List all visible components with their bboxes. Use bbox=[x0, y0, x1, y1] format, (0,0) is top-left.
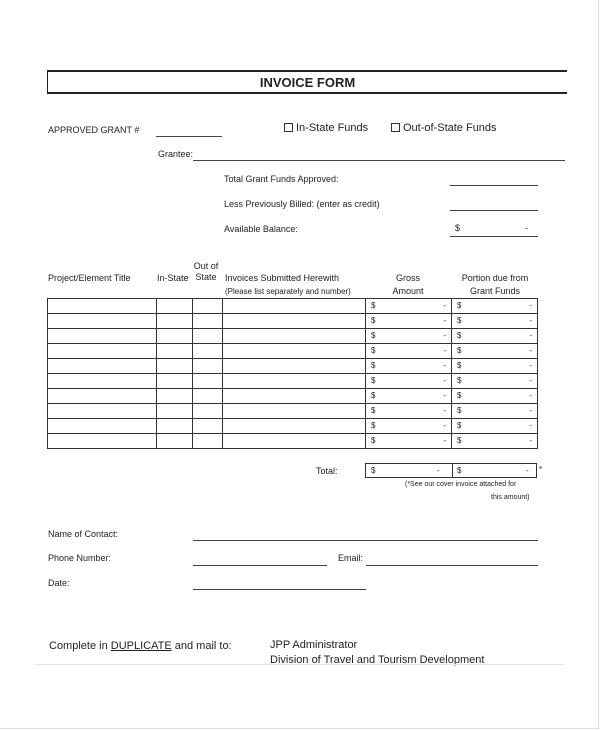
recipient-line2: Division of Travel and Tourism Development bbox=[270, 654, 485, 666]
portion-currency: $ bbox=[457, 421, 462, 430]
gross-currency: $ bbox=[371, 406, 376, 415]
portion-currency: $ bbox=[457, 301, 462, 310]
in-state-cell[interactable] bbox=[157, 374, 193, 389]
in-state-funds-label: In-State Funds bbox=[296, 122, 369, 134]
total-portion-currency: $ bbox=[457, 466, 462, 475]
table-row bbox=[48, 419, 538, 434]
table-row bbox=[48, 359, 538, 374]
table-row bbox=[48, 299, 538, 314]
total-approved-field[interactable] bbox=[450, 185, 538, 186]
header-portion-line2: Grant Funds bbox=[469, 286, 521, 296]
gross-currency: $ bbox=[371, 391, 376, 400]
header-gross-line2: Amount bbox=[392, 286, 424, 296]
invoice-table bbox=[47, 298, 538, 449]
gross-amount: - bbox=[443, 361, 446, 370]
contact-field[interactable] bbox=[193, 540, 538, 541]
portion-amount: - bbox=[529, 361, 532, 370]
table-row bbox=[48, 404, 538, 419]
mail-prefix: Complete in bbox=[49, 640, 108, 652]
invoice-cell[interactable] bbox=[223, 314, 366, 329]
in-state-cell[interactable] bbox=[157, 314, 193, 329]
project-cell[interactable] bbox=[48, 344, 157, 359]
header-portion-line1: Portion due from bbox=[461, 273, 529, 283]
portion-amount: - bbox=[529, 436, 532, 445]
project-cell[interactable] bbox=[48, 389, 157, 404]
invoice-cell[interactable] bbox=[223, 389, 366, 404]
gross-amount: - bbox=[443, 331, 446, 340]
header-gross bbox=[368, 273, 448, 296]
table-row bbox=[48, 374, 538, 389]
available-balance-amount: - bbox=[525, 223, 528, 233]
total-asterisk: * bbox=[539, 465, 543, 474]
in-state-cell[interactable] bbox=[157, 329, 193, 344]
invoice-cell[interactable] bbox=[223, 344, 366, 359]
invoice-cell[interactable] bbox=[223, 299, 366, 314]
gross-currency: $ bbox=[371, 361, 376, 370]
email-field[interactable] bbox=[366, 565, 538, 566]
gross-cell[interactable] bbox=[366, 419, 452, 434]
gross-cell[interactable] bbox=[366, 359, 452, 374]
project-cell[interactable] bbox=[48, 359, 157, 374]
project-cell[interactable] bbox=[48, 314, 157, 329]
header-invoices-note: (Please list separately and number) bbox=[225, 287, 351, 296]
table-row bbox=[48, 314, 538, 329]
portion-amount: - bbox=[529, 376, 532, 385]
gross-cell[interactable] bbox=[366, 404, 452, 419]
portion-cell[interactable] bbox=[452, 299, 538, 314]
in-state-cell[interactable] bbox=[157, 299, 193, 314]
footnote-line2: this amount) bbox=[491, 494, 530, 501]
out-of-state-cell[interactable] bbox=[193, 299, 223, 314]
gross-currency: $ bbox=[371, 301, 376, 310]
gross-amount: - bbox=[443, 346, 446, 355]
gross-currency: $ bbox=[371, 436, 376, 445]
approved-grant-field[interactable] bbox=[156, 136, 222, 137]
portion-currency: $ bbox=[457, 331, 462, 340]
less-billed-field[interactable] bbox=[450, 210, 538, 211]
mail-instruction bbox=[49, 640, 232, 652]
total-gross-amount: - bbox=[437, 466, 440, 475]
out-of-state-cell[interactable] bbox=[193, 434, 223, 449]
table-row bbox=[48, 434, 538, 449]
out-of-state-cell[interactable] bbox=[193, 419, 223, 434]
gross-amount: - bbox=[443, 376, 446, 385]
gross-cell[interactable] bbox=[366, 314, 452, 329]
total-label: Total: bbox=[316, 466, 338, 476]
grantee-label: Grantee: bbox=[158, 149, 194, 159]
portion-cell[interactable] bbox=[452, 374, 538, 389]
gross-cell[interactable] bbox=[366, 329, 452, 344]
portion-currency: $ bbox=[457, 346, 462, 355]
out-of-state-funds-label: Out-of-State Funds bbox=[403, 122, 497, 134]
gross-currency: $ bbox=[371, 376, 376, 385]
page-title: INVOICE FORM bbox=[259, 75, 356, 90]
header-out-of-state-line2: State bbox=[195, 272, 217, 282]
header-project: Project/Element Title bbox=[48, 273, 131, 283]
available-balance-currency: $ bbox=[455, 223, 461, 233]
total-gross-currency: $ bbox=[371, 466, 376, 475]
out-of-state-checkbox[interactable] bbox=[391, 123, 400, 132]
available-balance-field[interactable] bbox=[450, 236, 538, 237]
total-portion-amount: - bbox=[526, 466, 529, 475]
portion-cell[interactable] bbox=[452, 404, 538, 419]
grantee-field[interactable] bbox=[193, 160, 565, 161]
portion-amount: - bbox=[529, 331, 532, 340]
header-invoices: Invoices Submitted Herewith bbox=[225, 273, 340, 283]
date-field[interactable] bbox=[193, 589, 366, 590]
gross-currency: $ bbox=[371, 346, 376, 355]
portion-amount: - bbox=[529, 421, 532, 430]
project-cell[interactable] bbox=[48, 299, 157, 314]
contact-label: Name of Contact: bbox=[48, 529, 119, 539]
table-row bbox=[48, 329, 538, 344]
invoice-cell[interactable] bbox=[223, 359, 366, 374]
in-state-cell[interactable] bbox=[157, 344, 193, 359]
portion-currency: $ bbox=[457, 406, 462, 415]
mail-duplicate: DUPLICATE bbox=[110, 640, 172, 652]
portion-amount: - bbox=[529, 316, 532, 325]
portion-amount: - bbox=[529, 406, 532, 415]
portion-currency: $ bbox=[457, 436, 462, 445]
footnote-line1: (*See our cover invoice attached for bbox=[405, 481, 517, 488]
total-row-divider bbox=[452, 464, 453, 477]
table-row bbox=[48, 344, 538, 359]
portion-amount: - bbox=[529, 391, 532, 400]
portion-cell[interactable] bbox=[452, 389, 538, 404]
project-cell[interactable] bbox=[48, 419, 157, 434]
invoice-cell[interactable] bbox=[223, 374, 366, 389]
header-out-of-state-line1: Out of bbox=[193, 261, 219, 271]
in-state-cell[interactable] bbox=[157, 434, 193, 449]
out-of-state-cell[interactable] bbox=[193, 404, 223, 419]
project-cell[interactable] bbox=[48, 404, 157, 419]
out-of-state-funds-option[interactable] bbox=[391, 122, 497, 134]
header-in-state: In-State bbox=[157, 273, 189, 283]
out-of-state-cell[interactable] bbox=[193, 374, 223, 389]
gross-amount: - bbox=[443, 316, 446, 325]
in-state-cell[interactable] bbox=[157, 389, 193, 404]
invoice-cell[interactable] bbox=[223, 404, 366, 419]
invoice-cell[interactable] bbox=[223, 434, 366, 449]
gross-amount: - bbox=[443, 301, 446, 310]
approved-grant-label: APPROVED GRANT # bbox=[48, 125, 140, 135]
project-cell[interactable] bbox=[48, 434, 157, 449]
portion-cell[interactable] bbox=[452, 314, 538, 329]
in-state-checkbox[interactable] bbox=[284, 123, 293, 132]
less-billed-label: Less Previously Billed: (enter as credit) bbox=[224, 199, 380, 209]
out-of-state-cell[interactable] bbox=[193, 329, 223, 344]
portion-cell[interactable] bbox=[452, 419, 538, 434]
header-gross-line1: Gross bbox=[395, 273, 420, 283]
portion-cell[interactable] bbox=[452, 434, 538, 449]
project-cell[interactable] bbox=[48, 374, 157, 389]
portion-cell[interactable] bbox=[452, 359, 538, 374]
portion-cell[interactable] bbox=[452, 344, 538, 359]
email-label: Email: bbox=[338, 553, 364, 563]
gross-cell[interactable] bbox=[366, 389, 452, 404]
table-row bbox=[48, 389, 538, 404]
page-break-line bbox=[34, 664, 564, 665]
total-approved-label: Total Grant Funds Approved: bbox=[224, 174, 339, 184]
gross-amount: - bbox=[443, 406, 446, 415]
total-row-box bbox=[365, 463, 537, 478]
portion-cell[interactable] bbox=[452, 329, 538, 344]
gross-amount: - bbox=[443, 436, 446, 445]
header-out-of-state bbox=[190, 261, 222, 282]
portion-currency: $ bbox=[457, 316, 462, 325]
invoice-cell[interactable] bbox=[223, 419, 366, 434]
project-cell[interactable] bbox=[48, 329, 157, 344]
in-state-funds-option[interactable] bbox=[284, 122, 368, 134]
out-of-state-cell[interactable] bbox=[193, 344, 223, 359]
gross-cell[interactable] bbox=[366, 299, 452, 314]
portion-currency: $ bbox=[457, 361, 462, 370]
out-of-state-cell[interactable] bbox=[193, 314, 223, 329]
phone-field[interactable] bbox=[193, 565, 327, 566]
portion-currency: $ bbox=[457, 391, 462, 400]
portion-amount: - bbox=[529, 301, 532, 310]
out-of-state-cell[interactable] bbox=[193, 389, 223, 404]
gross-cell[interactable] bbox=[366, 434, 452, 449]
mail-suffix: and mail to: bbox=[174, 640, 232, 652]
gross-currency: $ bbox=[371, 316, 376, 325]
date-label: Date: bbox=[48, 578, 70, 588]
gross-currency: $ bbox=[371, 421, 376, 430]
in-state-cell[interactable] bbox=[157, 419, 193, 434]
in-state-cell[interactable] bbox=[157, 359, 193, 374]
recipient-line1: JPP Administrator bbox=[270, 639, 358, 651]
invoice-cell[interactable] bbox=[223, 329, 366, 344]
phone-label: Phone Number: bbox=[48, 553, 112, 563]
out-of-state-cell[interactable] bbox=[193, 359, 223, 374]
in-state-cell[interactable] bbox=[157, 404, 193, 419]
available-balance-label: Available Balance: bbox=[224, 224, 298, 234]
header-portion bbox=[452, 273, 538, 296]
gross-cell[interactable] bbox=[366, 374, 452, 389]
portion-amount: - bbox=[529, 346, 532, 355]
gross-amount: - bbox=[443, 391, 446, 400]
gross-currency: $ bbox=[371, 331, 376, 340]
title-box bbox=[47, 70, 567, 94]
gross-cell[interactable] bbox=[366, 344, 452, 359]
portion-currency: $ bbox=[457, 376, 462, 385]
gross-amount: - bbox=[443, 421, 446, 430]
